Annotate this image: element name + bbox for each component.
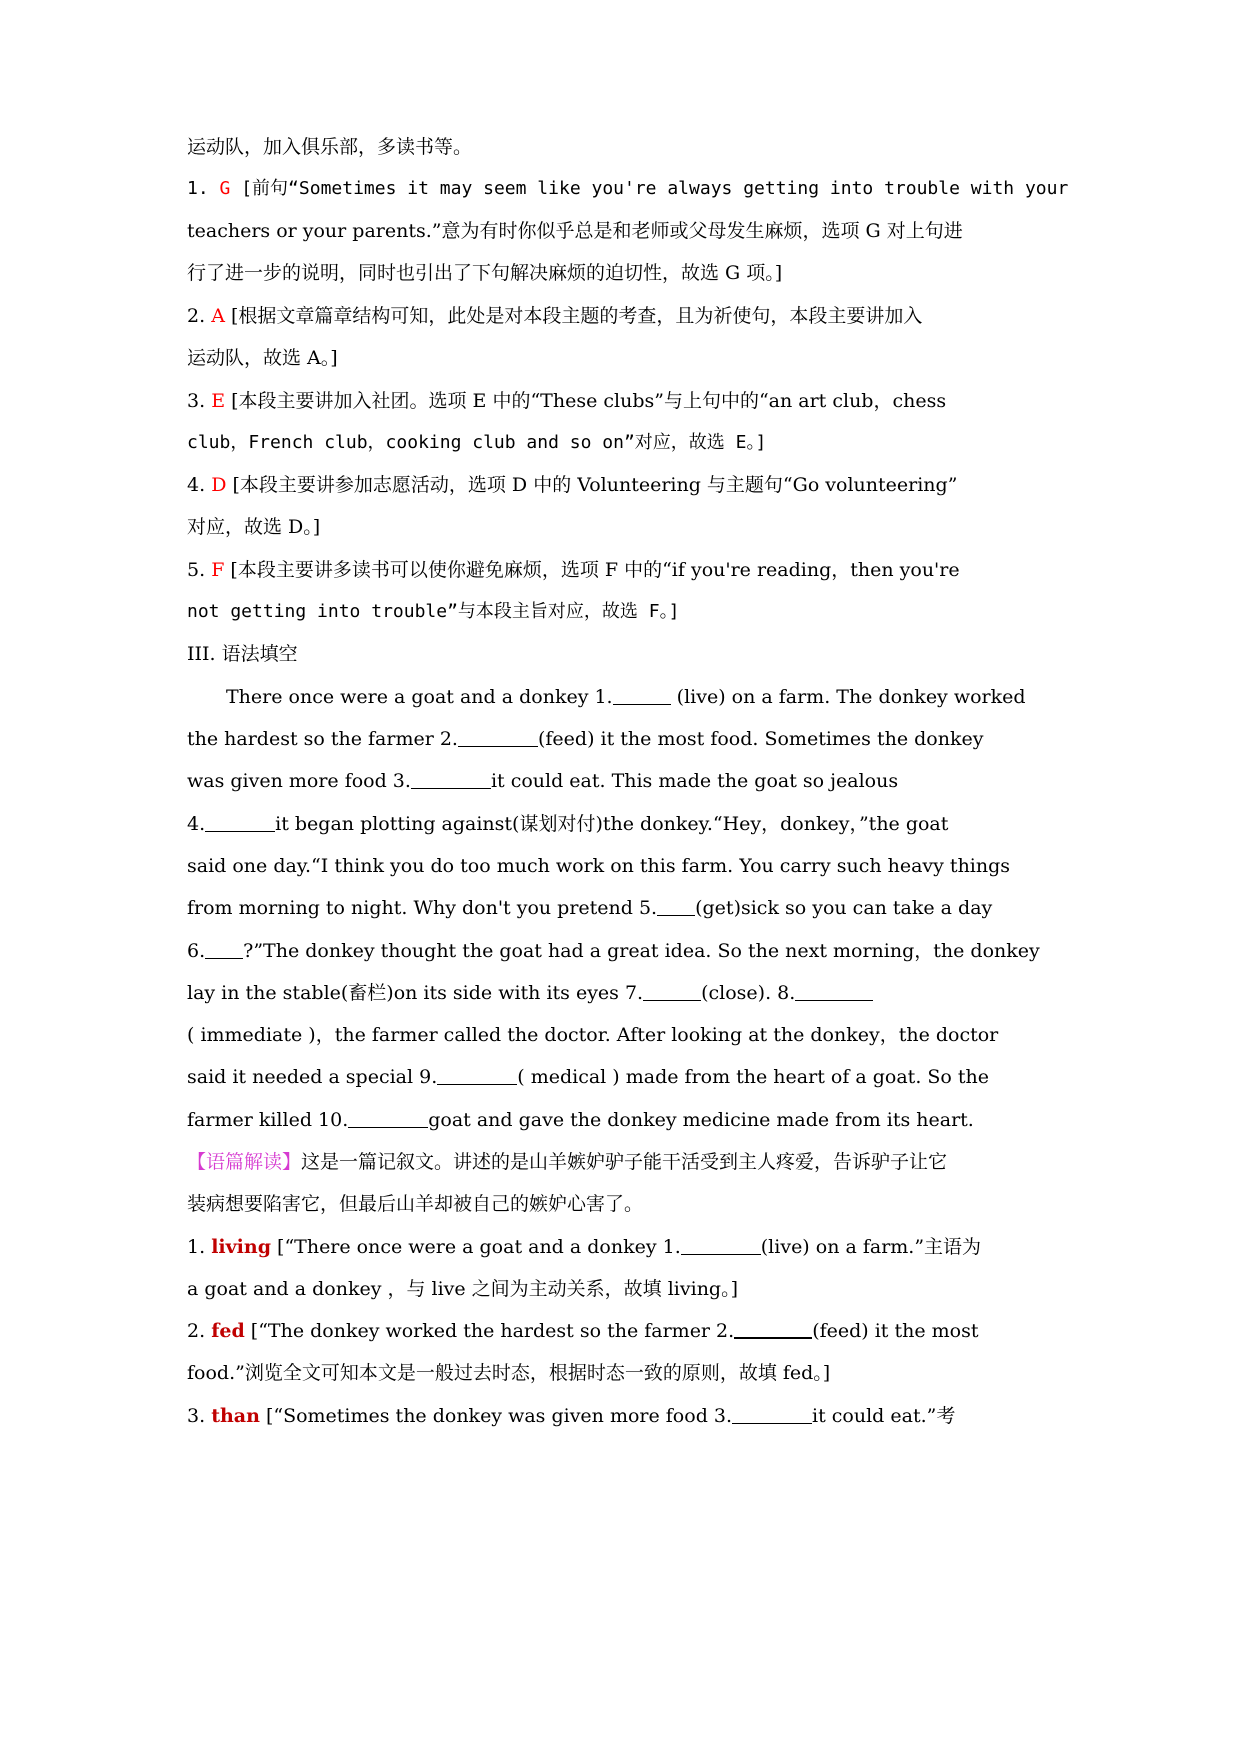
answer-word: living: [211, 1236, 271, 1258]
answer-4-line-2: 对应，故选 D。]: [187, 516, 321, 538]
passage-line-9: ( immediate )，the farmer called the doctor. After looking at the donkey，the doctor: [187, 1024, 999, 1046]
grammar-answer-2-line-2: food.”浏览全文可知本文是一般过去时态，根据时态一致的原则，故填 fed。]: [187, 1362, 831, 1384]
answer-2-line-2: 运动队，故选 A。]: [187, 347, 338, 369]
answer-1-line-1: 1. G [前句“Sometimes it may seem like you're always getting into trouble with your: [187, 178, 1069, 199]
answer-letter: E: [211, 390, 226, 412]
passage-line-11: farmer killed 10. goat and gave the donkey medicine made from its heart.: [187, 1109, 974, 1131]
passage-line-8: lay in the stable(畜栏)on its side with its eyes 7. (close). 8.: [187, 981, 1147, 1005]
answer-1-line-3: 行了进一步的说明，同时也引出了下句解决麻烦的迫切性，故选 G 项。]: [187, 262, 783, 284]
blank-5[interactable]: [657, 897, 695, 916]
blank-ref: [734, 1319, 812, 1339]
passage-line-1: There once were a goat and a donkey 1. (live) on a farm. The donkey worked: [226, 686, 1026, 708]
answer-5-line-1: 5. F [本段主要讲多读书可以使你避免麻烦，选项 F 中的“if you're reading，then you're: [187, 559, 960, 581]
passage-line-10: said it needed a special 9. ( medical ) made from the heart of a goat. So the: [187, 1066, 990, 1088]
intro-tail: 运动队，加入俱乐部，多读书等。: [187, 136, 473, 158]
blank-ref: [681, 1236, 761, 1255]
passage-line-6: from morning to night. Why don't you pretend 5. (get)sick so you can take a day: [187, 897, 993, 919]
answer-letter: D: [211, 474, 227, 496]
blank-1[interactable]: [613, 686, 671, 705]
answer-word: than: [211, 1405, 260, 1427]
passage-line-5: said one day.“I think you do too much work on this farm. You carry such heavy things: [187, 855, 1011, 877]
blank-2[interactable]: [458, 728, 538, 747]
passage-line-7: 6. ?”The donkey thought the goat had a great idea. So the next morning，the donkey: [187, 940, 1040, 962]
blank-3[interactable]: [411, 770, 491, 789]
answer-5-line-2: not getting into trouble”与本段主旨对应，故选 F。]: [187, 601, 680, 622]
blank-9[interactable]: [437, 1066, 517, 1085]
blank-7[interactable]: [643, 982, 701, 1001]
blank-6[interactable]: [205, 940, 243, 959]
blank-ref: [732, 1405, 812, 1424]
passage-line-3: was given more food 3. it could eat. This made the goat so jealous: [187, 770, 899, 792]
reading-note-label: 【语篇解读】: [187, 1151, 302, 1173]
answer-letter: A: [211, 305, 225, 327]
answer-3-line-2: club，French club，cooking club and so on”对应，故选 E。]: [187, 432, 767, 453]
grammar-answer-3-line-1: 3. than [“Sometimes the donkey was given more food 3. it could eat.”考: [187, 1405, 956, 1427]
grammar-answer-1-line-2: a goat and a donkey ，与 live 之间为主动关系，故填 living。]: [187, 1278, 739, 1300]
answer-word: fed: [211, 1320, 245, 1342]
answer-4-line-1: 4. D [本段主要讲参加志愿活动，选项 D 中的 Volunteering 与主题句“Go volunteering”: [187, 474, 958, 496]
answer-2-line-1: 2. A [根据文章篇章结构可知，此处是对本段主题的考查，且为祈使句，本段主要讲加入: [187, 305, 923, 327]
blank-4[interactable]: [205, 813, 275, 832]
answer-letter: G: [219, 178, 231, 199]
passage-line-4: 4. it began plotting against(谋划对付)the donkey.“Hey，donkey，”the goat: [187, 813, 949, 835]
answer-letter: F: [211, 559, 225, 581]
reading-note-line-2: 装病想要陷害它，但最后山羊却被自己的嫉妒心害了。: [187, 1193, 644, 1215]
grammar-answer-1-line-1: 1. living [“There once were a goat and a donkey 1. (live) on a farm.”主语为: [187, 1236, 982, 1258]
blank-8[interactable]: [795, 982, 873, 1001]
blank-10[interactable]: [348, 1109, 428, 1128]
answer-1-line-2: teachers or your parents.”意为有时你似乎总是和老师或父母发生麻烦，选项 G 对上句进: [187, 220, 963, 242]
section-title: III. 语法填空: [187, 643, 298, 665]
passage-line-2: the hardest so the farmer 2. (feed) it the most food. Sometimes the donkey: [187, 728, 984, 750]
answer-3-line-1: 3. E [本段主要讲加入社团。选项 E 中的“These clubs”与上句中的“an art club，chess: [187, 390, 947, 412]
reading-note-line-1: 【语篇解读】这是一篇记叙文。讲述的是山羊嫉妒驴子能干活受到主人疼爱，告诉驴子让它: [187, 1151, 948, 1173]
grammar-answer-2-line-1: 2. fed [“The donkey worked the hardest so the farmer 2. (feed) it the most: [187, 1320, 979, 1342]
